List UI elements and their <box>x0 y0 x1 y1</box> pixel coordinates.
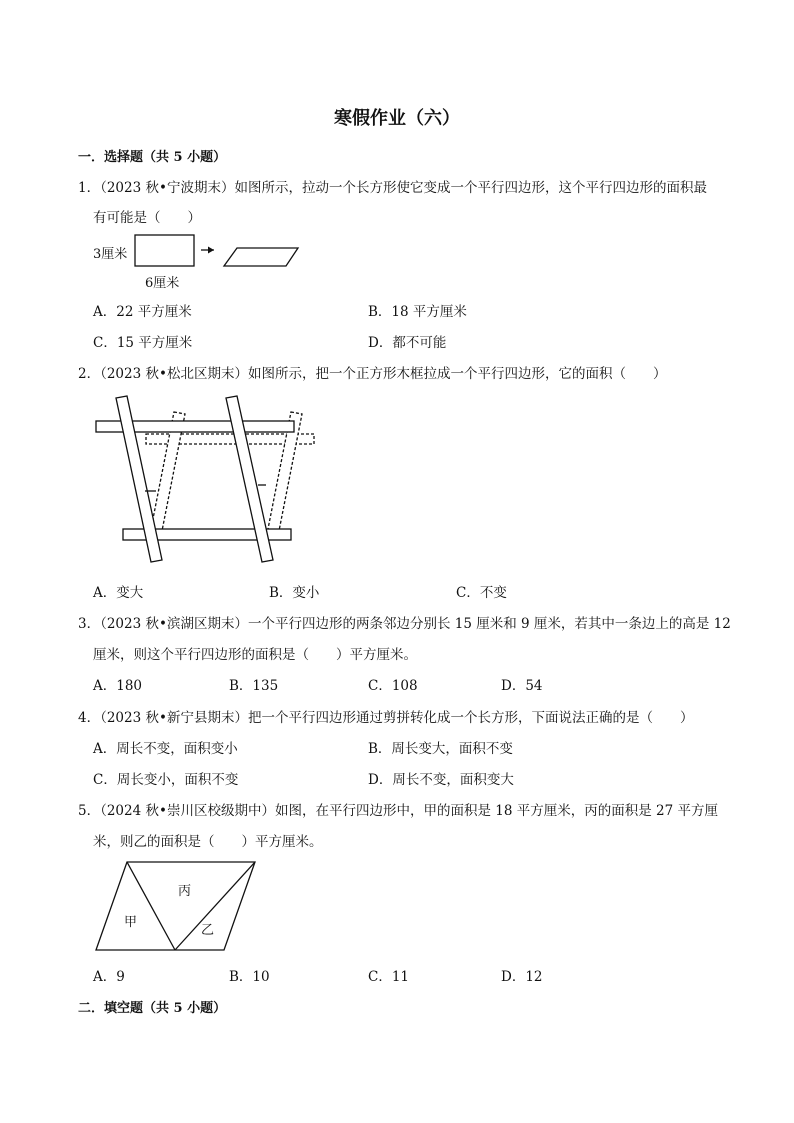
q1-option-b[interactable]: B．18 平方厘米 <box>368 304 467 320</box>
section-heading-fill: 二．填空题（共 5 小题） <box>78 1001 227 1016</box>
question-5-text: 5．（2024 秋•崇川区校级期中）如图，在平行四边形中，甲的面积是 18 平方厘米，丙的面积是 27 平方厘 <box>78 803 718 819</box>
q4-option-c[interactable]: C．周长变小，面积不变 <box>93 772 239 788</box>
q4-option-b[interactable]: B．周长变大，面积不变 <box>368 741 513 757</box>
q2-option-c[interactable]: C．不变 <box>456 585 507 601</box>
q2-option-b[interactable]: B．变小 <box>269 585 320 601</box>
q5-option-a[interactable]: A．9 <box>93 969 125 985</box>
question-3-text: 3．（2023 秋•滨湖区期末）一个平行四边形的两条邻边分别长 15 厘米和 9 厘米，若其中一条边上的高是 12 <box>78 616 731 632</box>
q1-width-label: 6厘米 <box>145 276 180 291</box>
q5-region-jia: 甲 <box>124 915 138 930</box>
question-4-text: 4．（2023 秋•新宁县期末）把一个平行四边形通过剪拼转化成一个长方形，下面说法正确的是（ ） <box>78 710 694 726</box>
q1-option-c[interactable]: C．15 平方厘米 <box>93 335 193 351</box>
q5-region-bing: 丙 <box>178 884 192 899</box>
q1-option-a[interactable]: A．22 平方厘米 <box>93 304 192 320</box>
question-1-text-cont: 有可能是（ ） <box>93 210 201 226</box>
question-3-text-cont: 厘米，则这个平行四边形的面积是（ ）平方厘米。 <box>93 647 417 663</box>
q5-region-yi: 乙 <box>201 923 215 938</box>
question-5-text-cont: 米，则乙的面积是（ ）平方厘米。 <box>93 834 323 850</box>
q5-option-c[interactable]: C．11 <box>368 969 410 985</box>
q5-option-d[interactable]: D．12 <box>501 969 543 985</box>
section-heading-choice: 一．选择题（共 5 小题） <box>78 150 227 165</box>
q3-option-b[interactable]: B．135 <box>229 678 279 694</box>
q4-option-a[interactable]: A．周长不变，面积变小 <box>93 741 238 757</box>
q1-option-d[interactable]: D．都不可能 <box>368 335 447 351</box>
q3-option-a[interactable]: A．180 <box>93 678 143 694</box>
q3-option-d[interactable]: D．54 <box>501 678 543 694</box>
q3-option-c[interactable]: C．108 <box>368 678 418 694</box>
q4-option-d[interactable]: D．周长不变，面积变大 <box>368 772 514 788</box>
question-2-text: 2．（2023 秋•松北区期末）如图所示，把一个正方形木框拉成一个平行四边形，它的面积（ ） <box>78 366 667 382</box>
question-1-text: 1．（2023 秋•宁波期末）如图所示，拉动一个长方形使它变成一个平行四边形，这个平行四边形的面积最 <box>78 180 707 196</box>
page-title: 寒假作业（六） <box>334 108 460 129</box>
q5-option-b[interactable]: B．10 <box>229 969 270 985</box>
q2-option-a[interactable]: A．变大 <box>93 585 144 601</box>
q1-height-label: 3厘米 <box>93 247 128 262</box>
